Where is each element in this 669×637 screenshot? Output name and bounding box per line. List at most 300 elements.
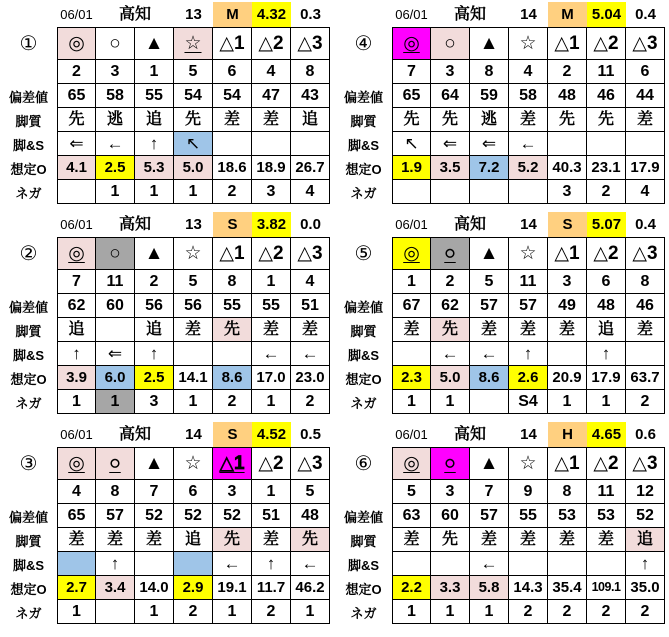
souteiO-cell: 3.5	[431, 156, 470, 180]
souteiO-cell: 2.9	[174, 576, 213, 600]
horse-number-cell: 11	[509, 270, 548, 294]
kyakushitsu-cell: 追	[626, 528, 665, 552]
hensachi-cell: 43	[291, 84, 330, 108]
mark-cell: ◎	[57, 237, 96, 270]
horse-number-cell: 12	[626, 480, 665, 504]
nega-cell: 2	[626, 600, 665, 624]
header-race-number: 14	[520, 426, 537, 443]
souteiO-cell: 35.0	[626, 576, 665, 600]
header-track: 高知	[453, 215, 486, 233]
header-index-value: 4.32	[252, 2, 291, 27]
hensachi-cell: 57	[96, 504, 135, 528]
header-race-number: 13	[185, 216, 202, 233]
souteiO-cell: 8.6	[213, 366, 252, 390]
horse-number-cell: 7	[135, 480, 174, 504]
horse-number-cell: 7	[57, 270, 96, 294]
hensachi-cell: 52	[213, 504, 252, 528]
horse-number-cell: 8	[213, 270, 252, 294]
kyaku_s-cell	[548, 342, 587, 366]
souteiO-cell: 109.1	[587, 576, 626, 600]
kyakushitsu-cell: 先	[213, 318, 252, 342]
horse-number-cell: 5	[174, 60, 213, 84]
kyaku_s-cell: ⇐	[470, 132, 509, 156]
kyaku_s-cell: ⇐	[431, 132, 470, 156]
souteiO-cell: 3.4	[96, 576, 135, 600]
hensachi-cell: 48	[548, 84, 587, 108]
kyakushitsu-cell: 差	[252, 108, 291, 132]
hensachi-cell: 46	[626, 294, 665, 318]
horse-number-cell: 6	[174, 480, 213, 504]
souteiO-cell: 14.1	[174, 366, 213, 390]
souteiO-cell: 18.9	[252, 156, 291, 180]
nega-cell: 2	[213, 390, 252, 414]
souteiO-cell: 2.3	[392, 366, 431, 390]
horse-number-cell: 8	[470, 60, 509, 84]
hensachi-cell: 51	[252, 504, 291, 528]
hensachi-cell: 58	[96, 84, 135, 108]
kyakushitsu-cell: 先	[431, 528, 470, 552]
nega-cell: 1	[135, 600, 174, 624]
row-label-souteiO: 想定O	[345, 581, 382, 597]
row-label-spacer	[0, 60, 57, 84]
horse-number-cell: 11	[587, 480, 626, 504]
souteiO-cell: 7.2	[470, 156, 509, 180]
kyaku_s-cell: ←	[431, 342, 470, 366]
souteiO-cell: 2.7	[57, 576, 96, 600]
hensachi-cell: 52	[135, 504, 174, 528]
kyaku_s-cell	[509, 552, 548, 576]
horse-number-cell: 4	[252, 60, 291, 84]
header-pace-class: M	[548, 2, 587, 27]
kyakushitsu-cell: 先	[431, 318, 470, 342]
horse-number-cell: 5	[392, 480, 431, 504]
horse-number-cell: 3	[213, 480, 252, 504]
row-label-kyaku_s: 脚&S	[12, 557, 45, 573]
kyakushitsu-cell: 追	[135, 318, 174, 342]
hensachi-cell: 65	[57, 84, 96, 108]
row-label-nega: ネガ	[15, 185, 42, 201]
row-label-nega: ネガ	[15, 605, 42, 621]
hensachi-cell: 49	[548, 294, 587, 318]
souteiO-cell: 11.7	[252, 576, 291, 600]
header-date: 06/01	[60, 7, 93, 22]
kyaku_s-cell: ←	[213, 552, 252, 576]
race-card-5	[335, 212, 665, 414]
card-number: ③	[19, 453, 38, 475]
row-label-nega: ネガ	[350, 185, 377, 201]
kyaku_s-cell: ⇐	[96, 342, 135, 366]
kyaku_s-cell	[135, 552, 174, 576]
mark-cell: ▲	[470, 237, 509, 270]
kyakushitsu-cell: 差	[174, 318, 213, 342]
mark-cell: △2	[252, 237, 291, 270]
kyakushitsu-cell: 差	[135, 528, 174, 552]
nega-cell: 4	[626, 180, 665, 204]
souteiO-cell: 2.2	[392, 576, 431, 600]
kyakushitsu-cell: 差	[291, 318, 330, 342]
header-date: 06/01	[395, 217, 428, 232]
kyaku_s-cell	[392, 552, 431, 576]
mark-cell: ○	[96, 27, 135, 60]
kyaku_s-cell: ↑	[509, 342, 548, 366]
kyakushitsu-cell: 差	[548, 528, 587, 552]
header-race-number: 14	[185, 426, 202, 443]
row-label-souteiO: 想定O	[345, 371, 382, 387]
kyakushitsu-cell: 差	[57, 528, 96, 552]
souteiO-cell: 1.9	[392, 156, 431, 180]
header-track: 高知	[118, 425, 151, 443]
nega-cell: 1	[548, 390, 587, 414]
mark-cell: △1	[213, 237, 252, 270]
header-delta-value: 0.6	[635, 426, 656, 443]
souteiO-cell: 8.6	[470, 366, 509, 390]
card-number: ④	[354, 33, 373, 55]
header-pace-class: M	[213, 2, 252, 27]
kyaku_s-cell	[213, 342, 252, 366]
nega-cell: 4	[291, 180, 330, 204]
row-label-kyakushitsu: 脚質	[15, 323, 42, 339]
hensachi-cell: 51	[291, 294, 330, 318]
row-label-kyakushitsu: 脚質	[350, 113, 377, 129]
kyaku_s-cell: ↑	[252, 552, 291, 576]
horse-number-cell: 2	[431, 270, 470, 294]
row-label-kyaku_s: 脚&S	[347, 137, 380, 153]
card-number: ①	[19, 33, 38, 55]
hensachi-cell: 56	[135, 294, 174, 318]
header-delta-value: 0.5	[300, 426, 321, 443]
hensachi-cell: 60	[96, 294, 135, 318]
header-delta-value: 0.0	[300, 216, 321, 233]
kyakushitsu-cell: 差	[509, 528, 548, 552]
card-number: ②	[19, 243, 38, 265]
mark-cell: △3	[291, 27, 330, 60]
souteiO-cell: 17.9	[587, 366, 626, 390]
header-date: 06/01	[395, 427, 428, 442]
horse-number-cell: 7	[470, 480, 509, 504]
kyakushitsu-cell: 逃	[96, 108, 135, 132]
mark-cell: △2	[587, 237, 626, 270]
row-label-kyakushitsu: 脚質	[15, 533, 42, 549]
mark-cell: ▲	[135, 237, 174, 270]
header-track: 高知	[453, 425, 486, 443]
mark-cell: ◎	[57, 447, 96, 480]
souteiO-cell: 14.3	[509, 576, 548, 600]
kyakushitsu-cell: 差	[392, 528, 431, 552]
kyaku_s-cell: ←	[96, 132, 135, 156]
kyaku_s-cell	[57, 552, 96, 576]
horse-number-cell: 3	[431, 60, 470, 84]
souteiO-cell: 46.2	[291, 576, 330, 600]
mark-cell: △2	[587, 27, 626, 60]
mark-cell: △1	[213, 27, 252, 60]
horse-number-cell: 6	[213, 60, 252, 84]
horse-number-cell: 6	[587, 270, 626, 294]
souteiO-cell: 20.9	[548, 366, 587, 390]
kyakushitsu-cell: 先	[392, 108, 431, 132]
hensachi-cell: 55	[213, 294, 252, 318]
kyaku_s-cell	[431, 552, 470, 576]
row-label-souteiO: 想定O	[10, 161, 47, 177]
row-label-kyaku_s: 脚&S	[12, 137, 45, 153]
souteiO-cell: 17.0	[252, 366, 291, 390]
horse-number-cell: 11	[96, 270, 135, 294]
nega-cell: 1	[174, 390, 213, 414]
nega-cell	[431, 180, 470, 204]
souteiO-cell: 5.2	[509, 156, 548, 180]
hensachi-cell: 46	[587, 84, 626, 108]
horse-number-cell: 8	[626, 270, 665, 294]
row-label-spacer	[335, 60, 392, 84]
row-label-spacer	[0, 480, 57, 504]
kyakushitsu-cell: 差	[470, 318, 509, 342]
horse-number-cell: 3	[431, 480, 470, 504]
kyakushitsu-cell: 差	[509, 318, 548, 342]
mark-cell: ☆	[509, 447, 548, 480]
horse-number-cell: 11	[587, 60, 626, 84]
souteiO-cell: 2.5	[135, 366, 174, 390]
hensachi-cell: 47	[252, 84, 291, 108]
mark-cell: ▲	[135, 27, 174, 60]
header-spacer	[335, 422, 392, 447]
kyakushitsu-cell: 差	[509, 108, 548, 132]
header-pace-class: S	[213, 212, 252, 237]
header-track: 高知	[453, 5, 486, 23]
nega-cell: 1	[392, 600, 431, 624]
mark-cell: ○	[96, 237, 135, 270]
kyakushitsu-cell: 先	[431, 108, 470, 132]
kyaku_s-cell	[548, 552, 587, 576]
header-date: 06/01	[395, 7, 428, 22]
race-card-6	[335, 422, 665, 624]
header-index-value: 4.52	[252, 422, 291, 447]
row-label-nega: ネガ	[350, 605, 377, 621]
row-label-hensachi: 偏差値	[8, 509, 48, 525]
kyaku_s-cell: ↑	[96, 552, 135, 576]
souteiO-cell: 4.1	[57, 156, 96, 180]
kyaku_s-cell	[174, 342, 213, 366]
kyaku_s-cell: ←	[291, 342, 330, 366]
header-pace-class: H	[548, 422, 587, 447]
kyaku_s-cell	[291, 132, 330, 156]
row-label-nega: ネガ	[15, 395, 42, 411]
mark-cell: ◎	[392, 447, 431, 480]
mark-cell: ○	[431, 237, 470, 270]
kyakushitsu-cell: 差	[626, 318, 665, 342]
kyaku_s-cell	[213, 132, 252, 156]
mark-cell: △2	[587, 447, 626, 480]
nega-cell	[96, 600, 135, 624]
mark-cell: ◎	[57, 27, 96, 60]
mark-cell: ○	[431, 27, 470, 60]
header-spacer	[335, 212, 392, 237]
nega-cell: 3	[135, 390, 174, 414]
mark-cell: △3	[626, 27, 665, 60]
header-spacer	[0, 212, 57, 237]
horse-number-cell: 9	[509, 480, 548, 504]
nega-cell: 1	[392, 390, 431, 414]
kyaku_s-cell: ↖	[392, 132, 431, 156]
nega-cell: 2	[587, 180, 626, 204]
kyakushitsu-cell	[96, 318, 135, 342]
souteiO-cell: 35.4	[548, 576, 587, 600]
row-label-souteiO: 想定O	[10, 371, 47, 387]
mark-cell: △1	[548, 447, 587, 480]
kyaku_s-cell: ←	[470, 342, 509, 366]
nega-cell: 1	[431, 390, 470, 414]
header-index-value: 4.65	[587, 422, 626, 447]
hensachi-cell: 55	[509, 504, 548, 528]
hensachi-cell: 59	[470, 84, 509, 108]
hensachi-cell: 52	[174, 504, 213, 528]
souteiO-cell: 23.1	[587, 156, 626, 180]
hensachi-cell: 60	[431, 504, 470, 528]
kyaku_s-cell	[392, 342, 431, 366]
horse-number-cell: 8	[548, 480, 587, 504]
nega-cell: 1	[174, 180, 213, 204]
kyakushitsu-cell: 追	[587, 318, 626, 342]
header-date: 06/01	[60, 217, 93, 232]
header-track: 高知	[118, 5, 151, 23]
header-track: 高知	[118, 215, 151, 233]
souteiO-cell: 14.0	[135, 576, 174, 600]
nega-cell: 1	[587, 390, 626, 414]
kyakushitsu-cell: 追	[291, 108, 330, 132]
kyaku_s-cell: ↑	[135, 132, 174, 156]
nega-cell: 1	[57, 390, 96, 414]
kyakushitsu-cell: 差	[252, 528, 291, 552]
hensachi-cell: 62	[57, 294, 96, 318]
hensachi-cell: 57	[470, 294, 509, 318]
horse-number-cell: 1	[252, 480, 291, 504]
nega-cell: 2	[587, 600, 626, 624]
souteiO-cell: 2.5	[96, 156, 135, 180]
mark-cell: ○	[96, 447, 135, 480]
kyaku_s-cell: ←	[509, 132, 548, 156]
row-label-hensachi: 偏差値	[8, 89, 48, 105]
mark-cell: ▲	[135, 447, 174, 480]
hensachi-cell: 55	[135, 84, 174, 108]
kyaku_s-cell	[174, 552, 213, 576]
mark-cell: △3	[291, 237, 330, 270]
row-label-souteiO: 想定O	[345, 161, 382, 177]
kyaku_s-cell: ←	[470, 552, 509, 576]
hensachi-cell: 65	[392, 84, 431, 108]
hensachi-cell: 56	[174, 294, 213, 318]
nega-cell: 2	[213, 180, 252, 204]
horse-number-cell: 6	[626, 60, 665, 84]
header-date: 06/01	[60, 427, 93, 442]
souteiO-cell: 19.1	[213, 576, 252, 600]
nega-cell: 2	[291, 390, 330, 414]
hensachi-cell: 63	[392, 504, 431, 528]
souteiO-cell: 6.0	[96, 366, 135, 390]
mark-cell: ☆	[509, 27, 548, 60]
kyaku_s-cell: ↖	[174, 132, 213, 156]
header-delta-value: 0.4	[635, 6, 656, 23]
mark-cell: ○	[431, 447, 470, 480]
mark-cell: ☆	[509, 237, 548, 270]
kyaku_s-cell	[252, 132, 291, 156]
kyakushitsu-cell: 差	[626, 108, 665, 132]
nega-cell: 2	[252, 600, 291, 624]
header-pace-class: S	[548, 212, 587, 237]
row-label-hensachi: 偏差値	[343, 509, 383, 525]
race-card-4	[335, 2, 665, 204]
header-pace-class: S	[213, 422, 252, 447]
header-spacer	[0, 2, 57, 27]
nega-cell: S4	[509, 390, 548, 414]
hensachi-cell: 48	[291, 504, 330, 528]
mark-cell: ◎	[392, 27, 431, 60]
hensachi-cell: 48	[587, 294, 626, 318]
souteiO-cell: 5.8	[470, 576, 509, 600]
mark-cell: △1	[548, 27, 587, 60]
row-label-kyakushitsu: 脚質	[350, 533, 377, 549]
row-label-kyaku_s: 脚&S	[12, 347, 45, 363]
mark-cell: △3	[291, 447, 330, 480]
nega-cell	[509, 180, 548, 204]
kyakushitsu-cell: 差	[548, 318, 587, 342]
horse-number-cell: 5	[291, 480, 330, 504]
horse-number-cell: 3	[548, 270, 587, 294]
kyakushitsu-cell: 差	[96, 528, 135, 552]
kyaku_s-cell	[626, 342, 665, 366]
nega-cell: 1	[135, 180, 174, 204]
souteiO-cell: 5.0	[174, 156, 213, 180]
mark-cell: ☆	[174, 27, 213, 60]
header-race-number: 13	[185, 6, 202, 23]
nega-cell	[392, 180, 431, 204]
row-label-hensachi: 偏差値	[343, 89, 383, 105]
header-index-value: 3.82	[252, 212, 291, 237]
souteiO-cell: 5.0	[431, 366, 470, 390]
race-card-1	[0, 2, 330, 204]
hensachi-cell: 53	[587, 504, 626, 528]
mark-cell: △2	[252, 27, 291, 60]
hensachi-cell: 65	[57, 504, 96, 528]
nega-cell: 1	[213, 600, 252, 624]
hensachi-cell: 67	[392, 294, 431, 318]
mark-cell: △1	[548, 237, 587, 270]
card-number: ⑤	[354, 243, 373, 265]
mark-cell: ☆	[174, 237, 213, 270]
card-number: ⑥	[354, 453, 373, 475]
kyakushitsu-cell: 差	[587, 528, 626, 552]
kyakushitsu-cell: 差	[392, 318, 431, 342]
kyakushitsu-cell: 先	[57, 108, 96, 132]
kyaku_s-cell	[587, 552, 626, 576]
nega-cell: 3	[548, 180, 587, 204]
kyakushitsu-cell: 先	[548, 108, 587, 132]
mark-cell: △1	[213, 447, 252, 480]
horse-number-cell: 5	[470, 270, 509, 294]
horse-number-cell: 1	[252, 270, 291, 294]
hensachi-cell: 55	[252, 294, 291, 318]
nega-cell: 2	[548, 600, 587, 624]
header-index-value: 5.07	[587, 212, 626, 237]
horse-number-cell: 2	[57, 60, 96, 84]
nega-cell: 1	[291, 600, 330, 624]
kyaku_s-cell	[548, 132, 587, 156]
row-label-spacer	[335, 480, 392, 504]
nega-cell: 1	[96, 390, 135, 414]
nega-cell: 1	[96, 180, 135, 204]
hensachi-cell: 64	[431, 84, 470, 108]
header-spacer	[0, 422, 57, 447]
race-card-3	[0, 422, 330, 624]
row-label-kyaku_s: 脚&S	[347, 347, 380, 363]
kyakushitsu-cell: 先	[291, 528, 330, 552]
